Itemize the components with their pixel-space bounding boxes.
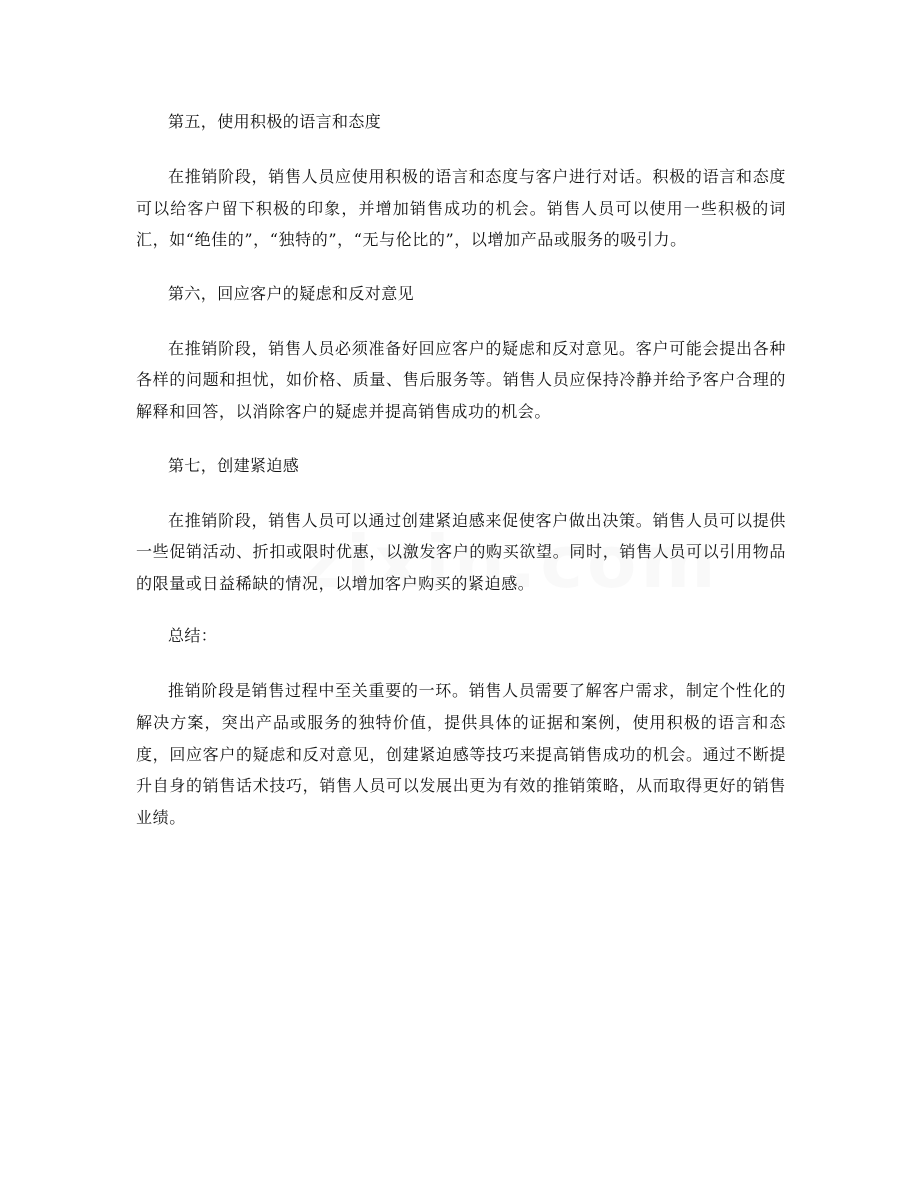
- section-paragraph-7: 在推销阶段，销售人员可以通过创建紧迫感来促使客户做出决策。销售人员可以提供一些促销活动、折扣或限时优惠，以激发客户的购买欲望。同时，销售人员可以引用物品的限量或日益稀缺的情况，以增加客户购买的紧迫感。: [136, 510, 786, 593]
- section-heading-7: 第七，创建紧迫感: [168, 455, 300, 475]
- section-heading-6: 第六，回应客户的疑虑和反对意见: [168, 283, 415, 303]
- section-paragraph-5: 在推销阶段，销售人员应使用积极的语言和态度与客户进行对话。积极的语言和态度可以给客户留下积极的印象，并增加销售成功的机会。销售人员可以使用一些积极的词汇，如“绝佳的”，“独特的”，“无与伦比的”，以增加产品或服务的吸引力。: [136, 167, 786, 250]
- document-body: [136, 106, 786, 833]
- section-paragraph-6: 在推销阶段，销售人员必须准备好回应客户的疑虑和反对意见。客户可能会提出各种各样的问题和担忧，如价格、质量、售后服务等。销售人员应保持冷静并给予客户合理的解释和回答，以消除客户的疑虑并提高销售成功的机会。: [136, 338, 786, 421]
- section-heading-5: 第五，使用积极的语言和态度: [168, 112, 382, 131]
- summary-paragraph: 推销阶段是销售过程中至关重要的一环。销售人员需要了解客户需求，制定个性化的解决方案，突出产品或服务的独特价值，提供具体的证据和案例，使用积极的语言和态度，回应客户的疑虑和反对意见，创建紧迫感等技巧来提高销售成功的机会。通过不断提升自身的销售话术技巧，销售人员可以发展出更为有效的推销策略，从而取得更好的销售业绩。: [136, 681, 786, 827]
- summary-heading: 总结：: [168, 626, 218, 646]
